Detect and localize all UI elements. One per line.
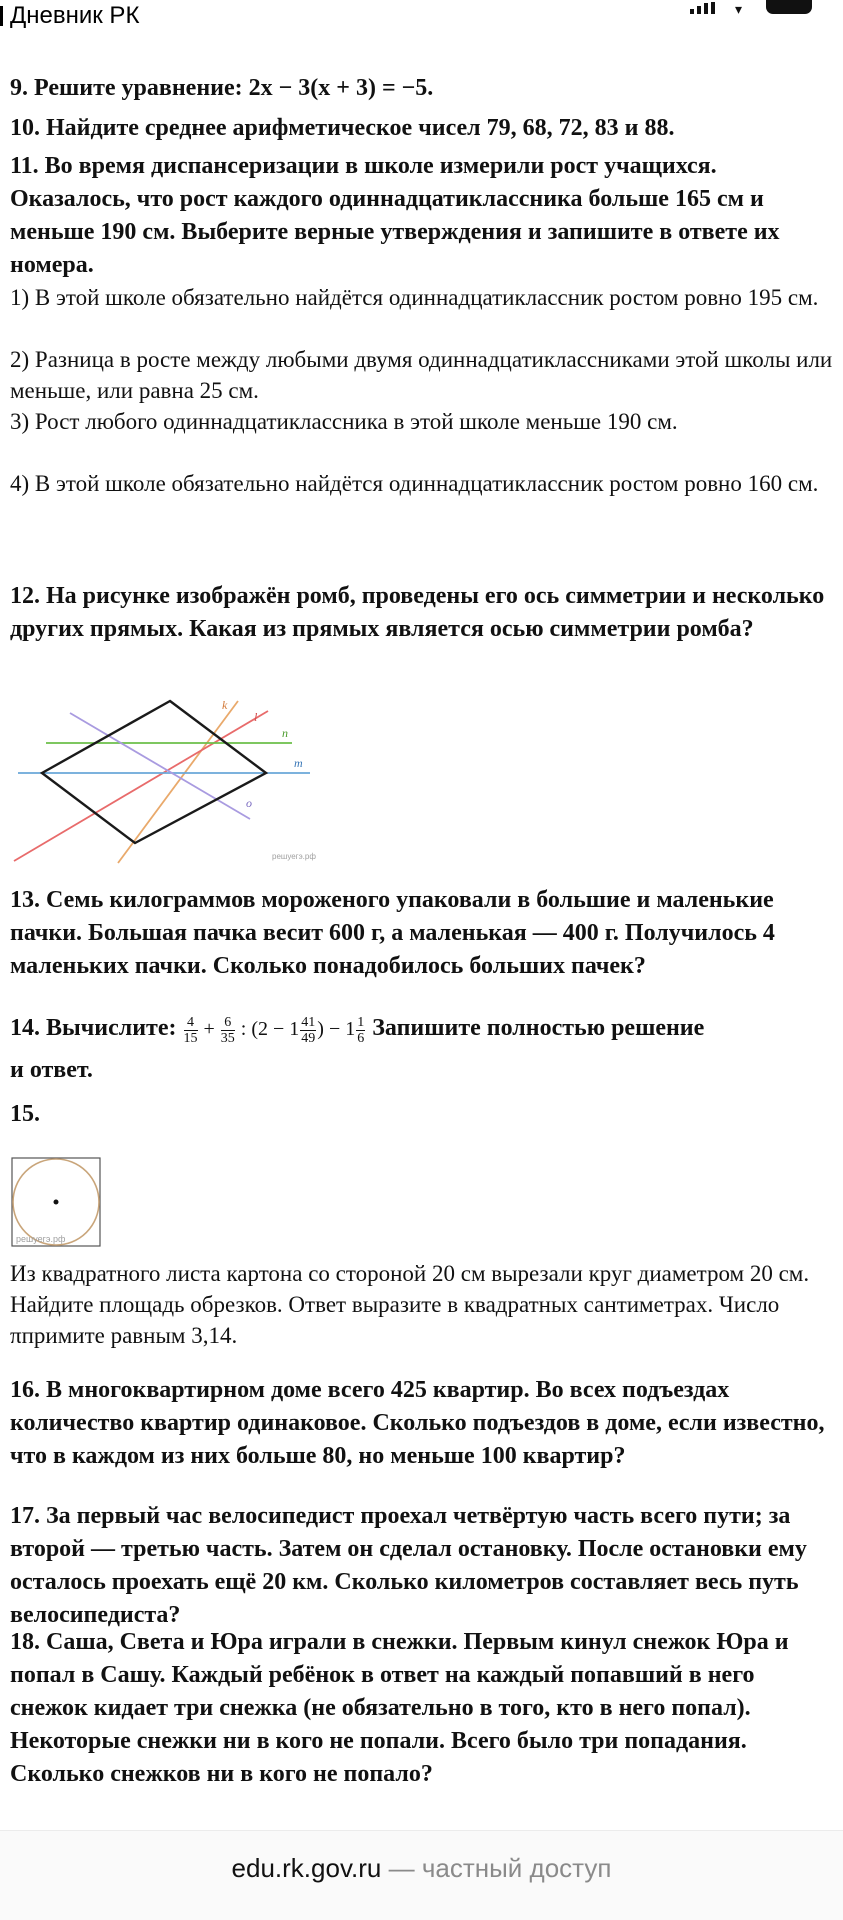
wifi-icon: ▾ xyxy=(735,2,743,18)
fraction-1-denominator: 15 xyxy=(183,1030,198,1046)
url-text[interactable] xyxy=(0,1853,843,1884)
fraction-4-numerator: 1 xyxy=(357,1014,365,1030)
paren-open: (2 − 1 xyxy=(251,1017,300,1040)
question-14 xyxy=(10,1012,835,1046)
line-o xyxy=(70,713,250,819)
url-domain: edu.rk.gov.ru xyxy=(231,1853,382,1883)
url-bar[interactable] xyxy=(0,1830,843,1920)
question-16: 16. В многоквартирном доме всего 425 квартир. Во всех подъездах количество квартир одинаковое. Сколько подъездов в доме, если известно, что в каждом из них больше 80, но меньше 100 квартир? xyxy=(10,1377,825,1469)
question-11: 11. Во время диспансеризации в школе измерили рост учащихся. Оказалось, что рост каждого одиннадцатиклассника больше 165 см и меньше 190 см. Выберите верные утверждения и запишите в ответе их номера. xyxy=(10,153,780,278)
rhombus xyxy=(42,701,266,843)
fraction-2-numerator: 6 xyxy=(221,1015,235,1031)
question-14-prefix: 14. Вычислите: xyxy=(10,1015,177,1041)
question-15-number: 15. xyxy=(10,1101,40,1127)
question-15: Из квадратного листа картона со стороной 20 см вырезали круг диаметром 20 см. Найдите площадь обрезков. Ответ выразите в квадратных сантиметрах. Число πпримите равным 3,14. xyxy=(10,1261,810,1348)
label-n: n xyxy=(282,726,288,740)
fraction-3-denominator: 49 xyxy=(301,1030,316,1046)
question-11-option-2: 2) Разница в росте между любыми двумя одиннадцатиклассниками этой школы или меньше, или равна 25 см. xyxy=(10,347,833,403)
fraction-4-denominator: 6 xyxy=(357,1030,365,1046)
minus-whole: − 1 xyxy=(328,1017,356,1040)
url-access-note: — частный доступ xyxy=(388,1853,612,1883)
figure-watermark: решуегэ.рф xyxy=(272,852,316,861)
app-name: Дневник РК xyxy=(10,2,140,29)
question-14-suffix-line2: и ответ. xyxy=(10,1057,93,1083)
question-17: 17. За первый час велосипедист проехал четвёртую часть всего пути; за второй — третью часть. Затем он сделал остановку. После остановки ему осталось проехать ещё 20 км. Сколько километров составляет весь путь велосипедиста? xyxy=(10,1503,807,1628)
plus-sign: + xyxy=(203,1017,215,1040)
question-14-suffix: Запишите полностью решение xyxy=(372,1015,705,1041)
label-o: o xyxy=(246,796,252,810)
back-indicator[interactable] xyxy=(0,6,3,26)
question-10: 10. Найдите среднее арифметическое чисел 79, 68, 72, 83 и 88. xyxy=(10,115,675,141)
fraction-3-numerator: 41 xyxy=(301,1014,316,1030)
label-k: k xyxy=(222,698,228,712)
question-12: 12. На рисунке изображён ромб, проведены его ось симметрии и несколько других прямых. Какая из прямых является осью симметрии ромба? xyxy=(10,583,825,642)
question-13: 13. Семь килограммов мороженого упаковали в большие и маленькие пачки. Большая пачка весит 600 г, а маленькая — 400 г. Получилось 4 маленьких пачки. Сколько понадобилось больших пачек? xyxy=(10,887,775,979)
fraction-2-denominator: 35 xyxy=(220,1030,235,1046)
circle-watermark: решуегэ.рф xyxy=(16,1234,66,1244)
battery-icon xyxy=(766,0,812,14)
question-11-option-3: 3) Рост любого одиннадцатиклассника в этой школе меньше 190 см. xyxy=(10,409,678,434)
question-18: 18. Саша, Света и Юра играли в снежки. Первым кинул снежок Юра и попал в Сашу. Каждый ребёнок в ответ на каждый попавший в него снежок кидает три снежка (не обязательно в того, кто в него попал). Некоторые снежки ни в кого не попали. Всего было три попадания. Сколько снежков ни в кого не попало? xyxy=(10,1629,789,1787)
circle-center xyxy=(54,1200,59,1205)
rhombus-figure xyxy=(10,693,316,863)
status-bar xyxy=(0,0,843,34)
line-k xyxy=(118,701,238,863)
paren-close: ) xyxy=(317,1017,324,1040)
label-m: m xyxy=(294,756,303,770)
colon-sign: : xyxy=(240,1017,247,1040)
question-11-option-4: 4) В этой школе обязательно найдётся одиннадцатиклассник ростом ровно 160 см. xyxy=(10,471,819,496)
question-11-option-1: 1) В этой школе обязательно найдётся одиннадцатиклассник ростом ровно 195 см. xyxy=(10,285,819,310)
label-l: l xyxy=(254,710,258,724)
square-circle-figure xyxy=(10,1156,102,1248)
fraction-1-numerator: 4 xyxy=(184,1015,198,1031)
question-14-expression xyxy=(183,1013,367,1046)
question-9: 9. Решите уравнение: 2x − 3(x + 3) = −5. xyxy=(10,75,434,101)
signal-icon xyxy=(690,2,715,14)
